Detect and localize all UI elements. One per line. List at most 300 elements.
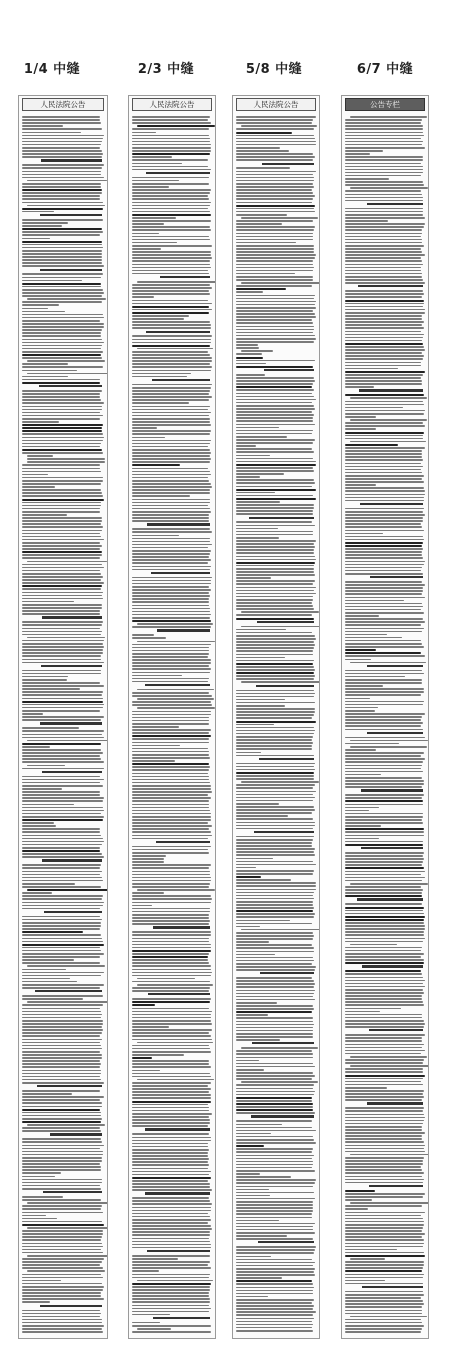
text-line <box>22 984 104 986</box>
text-line <box>22 564 102 566</box>
text-line <box>132 1070 160 1072</box>
text-line <box>236 1305 314 1307</box>
text-line <box>345 233 422 235</box>
text-line <box>132 217 176 219</box>
text-line <box>22 433 103 435</box>
text-line <box>132 611 210 613</box>
text-line <box>345 312 425 314</box>
text-line <box>22 323 104 325</box>
text-line <box>345 1110 423 1112</box>
text-line <box>22 228 102 230</box>
text-line <box>153 1317 209 1319</box>
text-line <box>132 166 208 168</box>
text-line <box>236 427 279 429</box>
text-line <box>132 898 212 900</box>
text-line <box>345 217 425 219</box>
text-line <box>236 1318 314 1320</box>
text-line <box>132 144 211 146</box>
text-line <box>236 236 313 238</box>
text-line <box>132 729 211 731</box>
text-line <box>132 1039 212 1041</box>
text-line <box>132 1171 211 1173</box>
text-line <box>132 354 210 356</box>
text-line <box>345 303 424 305</box>
text-line <box>345 618 423 620</box>
text-line <box>132 1122 210 1124</box>
text-line <box>345 163 421 165</box>
text-line <box>345 1291 423 1293</box>
text-line <box>132 1008 209 1010</box>
text-line <box>345 264 423 266</box>
text-line <box>137 623 214 625</box>
text-line <box>345 584 425 586</box>
text-line <box>22 1020 103 1022</box>
text-line <box>345 270 421 272</box>
text-line <box>345 245 424 247</box>
text-line <box>345 1001 423 1003</box>
text-line <box>22 838 103 840</box>
text-line <box>345 755 421 757</box>
text-line <box>22 649 103 651</box>
text-line <box>345 1081 421 1083</box>
text-line <box>132 128 209 130</box>
text-line <box>132 1219 211 1221</box>
text-line <box>132 384 212 386</box>
text-line <box>345 1261 424 1263</box>
text-line <box>22 256 102 258</box>
text-line <box>132 541 210 543</box>
text-line <box>132 1283 211 1285</box>
text-line <box>345 557 423 559</box>
text-line <box>44 911 101 913</box>
text-line <box>132 327 211 329</box>
text-line <box>345 570 421 572</box>
text-line <box>345 282 425 284</box>
text-line <box>236 156 315 158</box>
text-line <box>22 390 102 392</box>
text-line <box>236 171 316 173</box>
text-line <box>132 614 211 616</box>
text-line <box>345 416 376 418</box>
text-line <box>22 280 82 282</box>
text-line <box>132 1331 211 1333</box>
text-line <box>22 1099 100 1101</box>
text-line <box>22 1316 100 1318</box>
text-line <box>236 907 314 909</box>
text-line <box>132 846 211 848</box>
text-line <box>236 867 256 869</box>
text-line <box>236 492 275 494</box>
text-line <box>22 727 79 729</box>
text-line <box>132 751 209 753</box>
text-line <box>345 1313 422 1315</box>
text-line <box>236 845 312 847</box>
text-line <box>132 608 210 610</box>
text-line <box>345 119 422 121</box>
text-line <box>22 418 100 420</box>
text-line <box>22 788 62 790</box>
text-line <box>345 1120 424 1122</box>
text-line <box>22 1004 103 1006</box>
text-line <box>345 352 422 354</box>
text-line <box>236 730 315 732</box>
text-line <box>236 202 312 204</box>
text-line <box>236 198 313 200</box>
text-line <box>345 147 425 149</box>
text-line <box>132 1032 209 1034</box>
text-line <box>132 1274 210 1276</box>
text-line <box>132 1234 210 1236</box>
text-line <box>132 1085 208 1087</box>
text-line <box>236 310 313 312</box>
text-line <box>22 502 101 504</box>
text-line <box>22 452 103 454</box>
text-line <box>236 815 288 817</box>
text-line <box>345 236 421 238</box>
text-line <box>345 1179 424 1181</box>
text-line <box>236 226 315 228</box>
text-line <box>22 1029 103 1031</box>
text-line <box>345 590 423 592</box>
text-line <box>22 734 102 736</box>
text-line <box>236 828 313 830</box>
text-line <box>27 1202 108 1204</box>
text-line <box>22 366 103 368</box>
text-line <box>345 1062 423 1064</box>
column-label-2: 2/3 中缝 <box>137 62 195 77</box>
text-line <box>22 679 67 681</box>
text-line <box>236 791 316 793</box>
text-line <box>360 503 423 505</box>
text-line <box>345 159 423 161</box>
text-line <box>132 617 210 619</box>
text-line <box>22 662 104 664</box>
text-line <box>345 1053 421 1055</box>
text-line <box>27 180 107 182</box>
text-line <box>22 1057 102 1059</box>
text-line <box>147 1250 209 1252</box>
text-line <box>22 211 54 213</box>
text-line <box>132 284 210 286</box>
text-line <box>236 647 314 649</box>
text-line <box>132 270 208 272</box>
text-line <box>132 437 165 439</box>
text-line <box>22 301 102 303</box>
text-line <box>132 214 211 216</box>
text-line <box>345 1075 425 1077</box>
text-line <box>22 295 102 297</box>
text-line <box>345 306 423 308</box>
text-line <box>132 788 211 790</box>
text-line <box>22 704 104 706</box>
text-line <box>22 238 50 240</box>
text-line <box>132 782 210 784</box>
text-line <box>345 941 423 943</box>
text-line <box>22 1014 102 1016</box>
text-line <box>236 632 312 634</box>
text-line <box>362 965 423 967</box>
text-line <box>236 675 315 677</box>
text-line <box>132 1261 210 1263</box>
text-line <box>236 1293 313 1295</box>
notice-column-2 <box>128 95 216 1339</box>
text-line <box>22 523 101 525</box>
text-line <box>345 1117 425 1119</box>
text-line <box>345 466 423 468</box>
text-line <box>137 1042 213 1044</box>
text-line <box>22 959 74 961</box>
text-line <box>236 587 316 589</box>
text-line <box>22 259 102 261</box>
text-line <box>145 1128 209 1130</box>
text-line <box>236 944 312 946</box>
text-line <box>132 309 212 311</box>
text-line <box>236 264 313 266</box>
text-line <box>236 1063 313 1065</box>
text-line <box>345 867 424 869</box>
text-line <box>254 831 314 833</box>
text-line <box>132 1174 209 1176</box>
text-line <box>236 1005 313 1007</box>
text-line <box>132 589 211 591</box>
text-line <box>22 749 101 751</box>
text-line <box>236 983 315 985</box>
text-line <box>236 678 314 680</box>
text-line <box>22 652 103 654</box>
text-line <box>345 407 403 409</box>
text-line <box>22 357 102 359</box>
text-line <box>345 150 383 152</box>
text-line <box>236 876 261 878</box>
text-line <box>345 1233 425 1235</box>
text-line <box>22 141 102 143</box>
text-line <box>22 987 100 989</box>
text-line <box>256 685 314 687</box>
text-line <box>345 181 423 183</box>
text-line <box>22 440 103 442</box>
text-line <box>345 561 425 563</box>
text-line <box>132 236 209 238</box>
text-line <box>345 813 423 815</box>
text-line <box>359 389 423 391</box>
text-line <box>345 542 423 544</box>
text-line <box>345 276 422 278</box>
text-line <box>345 487 424 489</box>
text-line <box>264 369 314 371</box>
text-line <box>236 1133 271 1135</box>
text-line <box>22 1138 101 1140</box>
text-line <box>236 672 314 674</box>
text-line <box>22 174 101 176</box>
text-line <box>137 698 214 700</box>
text-line <box>345 459 423 461</box>
text-line <box>39 385 102 387</box>
text-line <box>22 835 101 837</box>
text-line <box>22 335 101 337</box>
text-line <box>132 1255 210 1257</box>
text-line <box>345 603 422 605</box>
text-line <box>22 1063 101 1065</box>
text-line <box>236 1084 314 1086</box>
text-line <box>22 874 100 876</box>
text-line <box>42 859 101 861</box>
text-line <box>236 693 315 695</box>
text-line <box>236 1060 259 1062</box>
text-line <box>22 150 102 152</box>
text-line <box>22 1331 103 1333</box>
text-line <box>22 262 102 264</box>
text-line <box>345 1099 422 1101</box>
text-line <box>132 1054 184 1056</box>
text-line <box>132 735 211 737</box>
text-line <box>132 956 208 958</box>
text-line <box>236 430 313 432</box>
text-line <box>22 1295 101 1297</box>
text-line <box>345 1093 423 1095</box>
text-line <box>27 458 105 460</box>
text-line <box>345 1023 425 1025</box>
text-line <box>22 905 103 907</box>
text-line <box>132 650 209 652</box>
text-line <box>132 1146 208 1148</box>
text-line <box>345 1205 422 1207</box>
text-line <box>22 379 100 381</box>
text-line <box>132 1057 152 1059</box>
text-line <box>132 959 208 961</box>
text-line <box>132 644 211 646</box>
text-line <box>236 574 315 576</box>
text-line <box>22 219 103 221</box>
text-line <box>22 1212 103 1214</box>
text-line <box>345 413 424 415</box>
text-line <box>132 183 209 185</box>
text-line <box>22 1145 104 1147</box>
text-line <box>345 1011 380 1013</box>
text-line <box>258 1241 314 1243</box>
text-line <box>345 1068 423 1070</box>
text-line <box>22 164 104 166</box>
text-line <box>236 1314 313 1316</box>
text-line <box>236 1173 260 1175</box>
text-line <box>236 1139 314 1141</box>
text-line <box>236 666 314 668</box>
text-line <box>132 562 208 564</box>
text-line <box>345 500 424 502</box>
text-line <box>345 469 421 471</box>
text-line <box>22 437 104 439</box>
text-line <box>22 1148 100 1150</box>
text-line <box>41 665 101 667</box>
column-label-4: 6/7 中缝 <box>356 62 414 77</box>
text-line <box>132 601 209 603</box>
text-line <box>137 707 215 709</box>
text-line <box>132 461 210 463</box>
text-line <box>236 696 314 698</box>
text-line <box>345 1215 421 1217</box>
text-line <box>236 543 314 545</box>
text-line <box>132 659 211 661</box>
text-line <box>132 1076 211 1078</box>
text-line <box>236 473 284 475</box>
text-line <box>132 399 209 401</box>
text-line <box>345 655 425 657</box>
text-line <box>345 1218 423 1220</box>
text-line <box>345 1255 425 1257</box>
text-line <box>22 314 103 316</box>
text-line <box>22 822 54 824</box>
text-line <box>22 1035 100 1037</box>
text-line <box>236 938 313 940</box>
text-line <box>345 986 425 988</box>
text-line <box>22 1096 104 1098</box>
text-line <box>236 1226 313 1228</box>
text-line <box>345 508 424 510</box>
text-line <box>132 1137 211 1139</box>
text-line <box>236 904 313 906</box>
text-line <box>345 190 421 192</box>
text-line <box>22 492 102 494</box>
text-line <box>22 804 74 806</box>
text-line <box>22 292 104 294</box>
text-line <box>241 1081 318 1083</box>
text-line <box>132 267 211 269</box>
text-line <box>22 382 100 384</box>
text-line <box>132 1286 210 1288</box>
text-line <box>236 1179 316 1181</box>
text-line <box>22 624 102 626</box>
text-line <box>132 1035 211 1037</box>
text-line <box>22 495 103 497</box>
text-line <box>22 1051 100 1053</box>
text-line <box>236 1142 316 1144</box>
text-line <box>236 1274 315 1276</box>
text-line <box>132 791 212 793</box>
text-line <box>27 765 65 767</box>
text-line <box>132 427 157 429</box>
text-line <box>345 694 421 696</box>
text-line <box>22 326 104 328</box>
text-line <box>22 950 101 952</box>
text-line <box>345 1193 425 1195</box>
text-line <box>132 318 184 320</box>
text-line <box>345 819 422 821</box>
text-line <box>236 295 315 297</box>
text-line <box>350 441 426 443</box>
text-line <box>22 1280 61 1282</box>
text-line <box>40 722 102 724</box>
text-line <box>22 1310 100 1312</box>
text-line <box>236 1324 313 1326</box>
text-line <box>137 984 214 986</box>
text-line <box>345 852 424 854</box>
text-line <box>236 690 314 692</box>
text-line <box>345 365 421 367</box>
text-line <box>236 562 315 564</box>
text-line <box>132 177 209 179</box>
text-line <box>345 166 423 168</box>
text-line <box>236 461 316 463</box>
text-line <box>132 1216 210 1218</box>
text-line <box>345 825 381 827</box>
text-line <box>132 766 210 768</box>
text-line <box>22 730 104 732</box>
text-line <box>22 1208 101 1210</box>
text-line <box>345 1040 422 1042</box>
text-line <box>22 480 103 482</box>
text-line <box>345 1129 422 1131</box>
text-line <box>22 570 100 572</box>
text-line <box>22 177 104 179</box>
